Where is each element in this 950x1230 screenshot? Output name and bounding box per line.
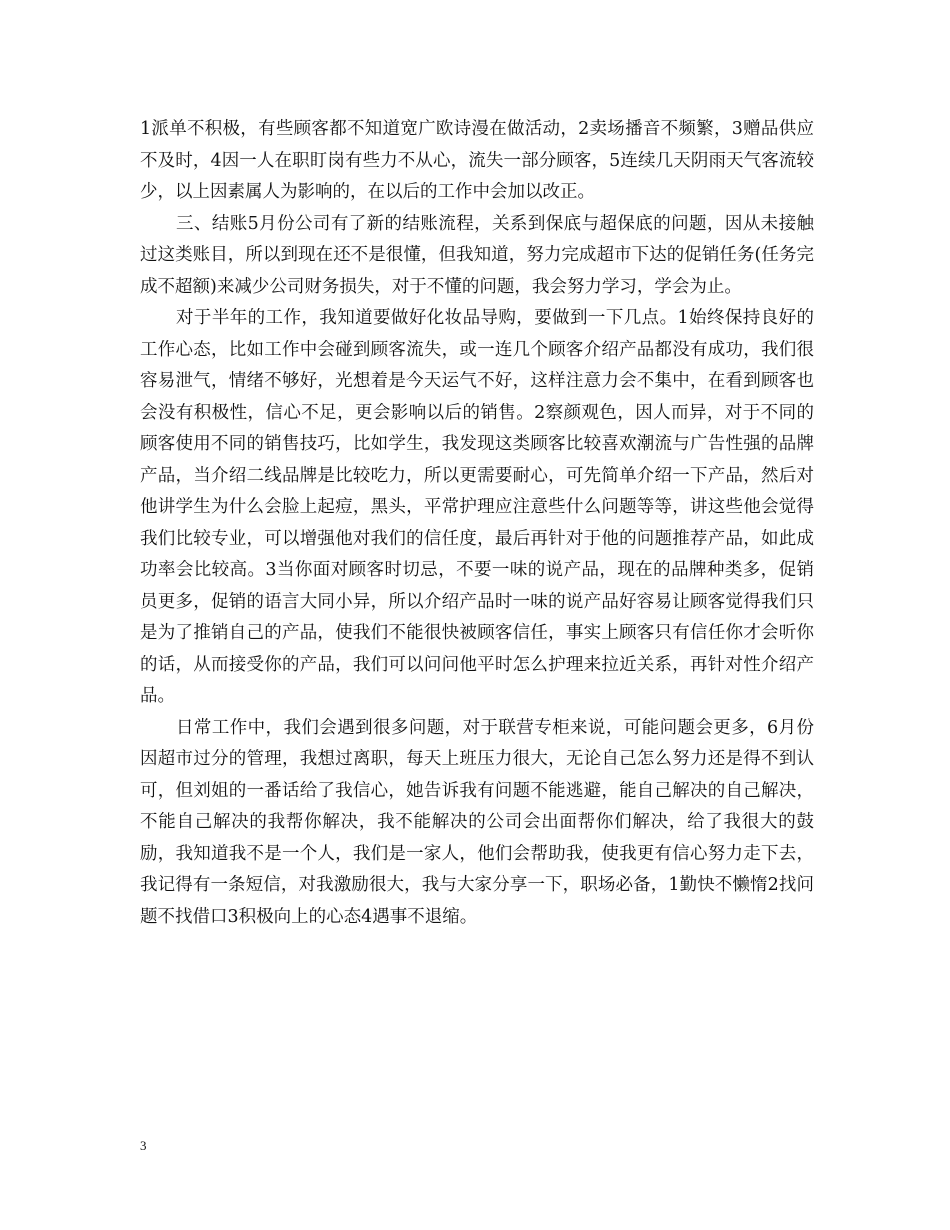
paragraph-4: 日常工作中，我们会遇到很多问题，对于联营专柜来说，可能问题会更多，6月份因超市过分的管理，我想过离职，每天上班压力很大，无论自己怎么努力还是得不到认可，但刘姐的一番话给了我信心，她告诉我有问题不能逃避，能自己解决的自己解决，不能自己解决的我帮你解决，我不能解决的公司会出面帮你们解决，给了我很大的鼓励，我知道我不是一个人，我们是一家人，他们会帮助我，使我更有信心努力走下去，我记得有一条短信，对我激励很大，我与大家分享一下，职场必备，1勤快不懒惰2找问题不找借口3积极向上的心态4遇事不退缩。	[140, 717, 814, 927]
paragraph-3: 对于半年的工作，我知道要做好化妆品导购，要做到一下几点。1始终保持良好的工作心态，比如工作中会碰到顾客流失，或一连几个顾客介绍产品都没有成功，我们很容易泄气，情绪不够好，光想着是今天运气不好，这样注意力会不集中，在看到顾客也会没有积极性，信心不足，更会影响以后的销售。2察颜观色，因人而异，对于不同的顾客使用不同的销售技巧，比如学生，我发现这类顾客比较喜欢潮流与广告性强的品牌产品，当介绍二线品牌是比较吃力，所以更需要耐心，可先简单介绍一下产品，然后对他讲学生为什么会脸上起痘，黑头，平常护理应注意些什么问题等等，讲这些他会觉得我们比较专业，可以增强他对我们的信任度，最后再针对于他的问题推荐产品，如此成功率会比较高。3当你面对顾客时切忌，不要一味的说产品，现在的品牌种类多，促销员更多，促销的语言大同小异，所以介绍产品时一味的说产品好容易让顾客觉得我们只是为了推销自己的产品，使我们不能很快被顾客信任，事实上顾客只有信任你才会听你的话，从而接受你的产品，我们可以问问他平时怎么护理来拉近关系，再针对性介绍产品。	[140, 308, 814, 706]
paragraph-1: 1派单不积极，有些顾客都不知道宽广欧诗漫在做活动，2卖场播音不频繁，3赠品供应不及时，4因一人在职盯岗有些力不从心，流失一部分顾客，5连续几天阴雨天气客流较少，以上因素属人为影响的，在以后的工作中会加以改正。	[140, 119, 814, 202]
page-number: 3	[140, 1138, 147, 1153]
document-body	[140, 114, 814, 933]
paragraph-2: 三、结账5月份公司有了新的结账流程，关系到保底与超保底的问题，因从未接触过这类账目，所以到现在还不是很懂，但我知道，努力完成超市下达的促销任务(任务完成不超额)来减少公司财务损失，对于不懂的问题，我会努力学习，学会为止。	[140, 213, 814, 297]
